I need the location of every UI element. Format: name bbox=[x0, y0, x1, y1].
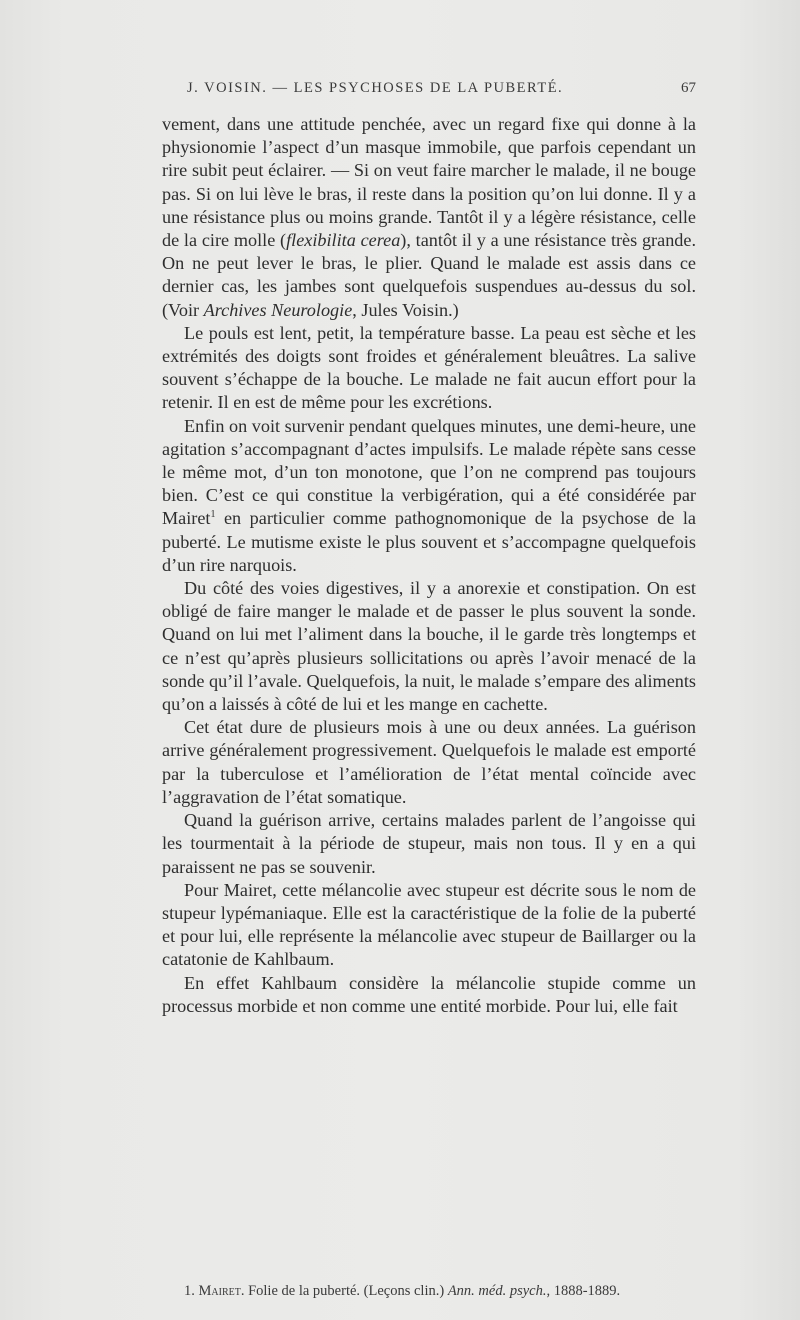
footnote-journal: Ann. méd. psych. bbox=[447, 1283, 547, 1299]
footnote-text-after: , 1888-1889. bbox=[546, 1283, 621, 1299]
page-header bbox=[162, 80, 696, 110]
footnote bbox=[162, 1282, 696, 1300]
text-segment: Du côté des voies digestives, il y a anorexie et constipation. On est obligé de faire manger le malade et de passer le plus souvent la sonde. Quand on lui met l’aliment dans la bouche, il le garde très longtemps et ce n’est qu’après plusieurs sollicitations ou après l’avoir menacé de la sonde qu’il l’avale. Quelquefois, la nuit, le malade s’empare des aliments qu’on a laissés à côté de lui et les mange en cachette. bbox=[162, 578, 696, 715]
paragraph bbox=[162, 113, 696, 322]
body-text bbox=[162, 113, 696, 1018]
text-segment: Quand la guérison arrive, certains malades parlent de l’angoisse qui les tourmentait à la période de stupeur, mais non tous. Il y en a qui paraissent ne pas se souvenir. bbox=[162, 810, 696, 877]
page-number: 67 bbox=[681, 80, 696, 96]
running-title: J. VOISIN. — LES PSYCHOSES DE LA PUBERTÉ. bbox=[187, 80, 564, 96]
text-segment: en particulier comme pathognomonique de la psychose de la puberté. Le mutisme existe le plus souvent et s’accompagne quelquefois d’un rire narquois. bbox=[162, 508, 696, 575]
paragraph bbox=[162, 879, 696, 972]
footnote-ref: 1 bbox=[210, 509, 216, 521]
footnote-number: 1. bbox=[184, 1283, 195, 1299]
footnote-text-before: . Folie de la puberté. (Leçons clin.) bbox=[240, 1283, 448, 1299]
text-segment: Enfin on voit survenir pendant quelques minutes, une demi-heure, une agitation s’accompagnant d’actes impulsifs. Le malade répète sans cesse le même mot, d’un ton monotone, que l’on ne comprend pas toujours bien. C’est ce qui constitue la verbigération, qui a été considérée par Mairet bbox=[162, 415, 696, 529]
text-segment: En effet Kahlbaum considère la mélancolie stupide comme un processus morbide et non comme une entité morbide. Pour lui, elle fait bbox=[162, 972, 696, 1016]
italic-text: Archives Neurologie bbox=[203, 299, 353, 320]
italic-text: flexibilita cerea bbox=[286, 230, 401, 251]
paragraph bbox=[162, 322, 696, 415]
text-segment: vement, dans une attitude penchée, avec un regard fixe qui donne à la physionomie l’aspect d’un masque immobile, que parfois cependant un rire subit peut éclairer. — Si on veut faire marcher le malade, il ne bouge pas. Si on lui lève le bras, il reste dans la position qu’on lui donne. Il y a une résistance plus ou moins grande. Tantôt il y a légère résistance, celle de la cire molle ( bbox=[162, 114, 696, 251]
paragraph bbox=[162, 809, 696, 879]
text-segment: ), tantôt il y a une résistance très grande. On ne peut lever le bras, le plier. Quand le malade est assis dans ce dernier cas, les jambes sont quelquefois suspendues au-dessus du sol. (Voir bbox=[162, 230, 696, 320]
text-segment: Pour Mairet, cette mélancolie avec stupeur est décrite sous le nom de stupeur lypémaniaque. Elle est la caractéristique de la folie de la puberté et pour lui, elle représente la mélancolie avec stupeur de Baillarger ou la catatonie de Kahlbaum. bbox=[162, 879, 696, 970]
paragraph bbox=[162, 577, 696, 716]
text-segment: , Jules Voisin.) bbox=[352, 299, 459, 320]
paragraph bbox=[162, 415, 696, 577]
paragraph bbox=[162, 716, 696, 809]
paragraph bbox=[162, 972, 696, 1018]
text-segment: Le pouls est lent, petit, la température basse. La peau est sèche et les extrémités des doigts sont froides et généralement bleuâtres. La salive souvent s’échappe de la bouche. Le malade ne fait aucun effort pour la retenir. Il en est de même pour les excrétions. bbox=[162, 322, 696, 413]
footnote-author: Mairet bbox=[198, 1283, 241, 1299]
text-segment: Cet état dure de plusieurs mois à une ou deux années. La guérison arrive généralement progressivement. Quelquefois le malade est emporté par la tuberculose et l’amélioration de l’état mental coïncide avec l’aggravation de l’état somatique. bbox=[162, 717, 696, 807]
